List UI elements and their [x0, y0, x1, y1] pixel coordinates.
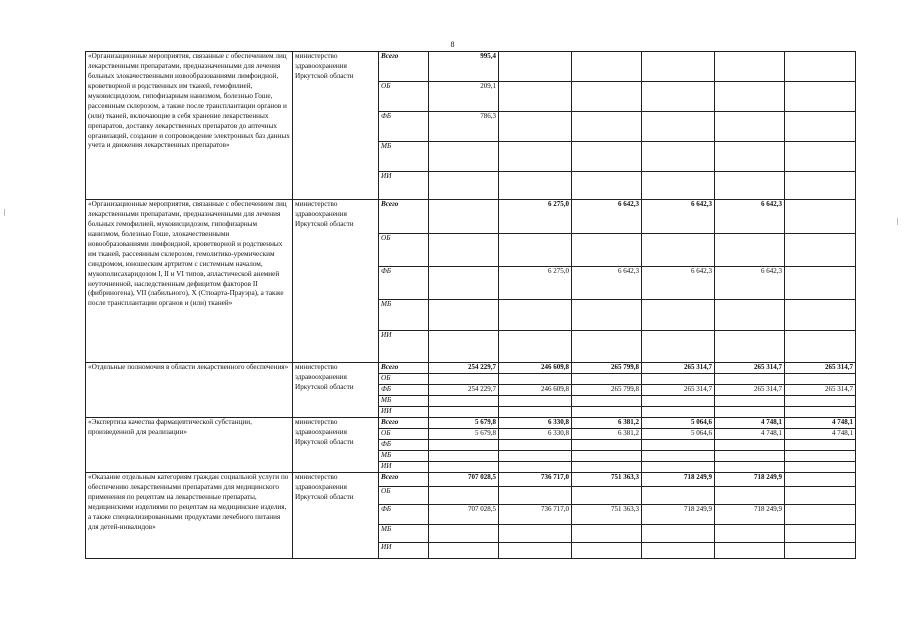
amount-cell: [715, 112, 785, 142]
amount-cell: [499, 142, 572, 172]
funding-source: ИИ: [379, 172, 429, 200]
amount-cell: [642, 234, 715, 267]
amount-cell: [785, 461, 856, 472]
measure-name: «Отдельные полномочия в области лекарственного обеспечения»: [86, 363, 293, 418]
amount-cell: [785, 52, 856, 82]
amount-cell: [499, 450, 572, 461]
amount-cell: [429, 461, 499, 472]
amount-cell: [499, 439, 572, 450]
amount-cell: 6 381,2: [572, 428, 642, 439]
amount-cell: [642, 374, 715, 385]
funding-source: ФБ: [379, 439, 429, 450]
funding-source: ИИ: [379, 461, 429, 472]
amount-cell: 4 748,1: [785, 428, 856, 439]
amount-cell: [642, 142, 715, 172]
funding-source: МБ: [379, 524, 429, 542]
amount-cell: [499, 172, 572, 200]
funding-source: ИИ: [379, 406, 429, 417]
funding-source: МБ: [379, 396, 429, 407]
amount-cell: 995,4: [429, 52, 499, 82]
amount-cell: [572, 331, 642, 363]
amount-cell: [715, 461, 785, 472]
amount-cell: 5 064,6: [642, 417, 715, 428]
amount-cell: 6 275,0: [499, 267, 572, 300]
responsible-executor: министерство здравоохранения Иркутской области: [293, 417, 379, 472]
funding-source: ОБ: [379, 428, 429, 439]
amount-cell: [499, 82, 572, 112]
amount-cell: [499, 331, 572, 363]
funding-source: МБ: [379, 300, 429, 331]
amount-cell: 4 748,1: [715, 417, 785, 428]
amount-cell: [429, 234, 499, 267]
amount-cell: [715, 406, 785, 417]
funding-source: ФБ: [379, 504, 429, 524]
amount-cell: 6 381,2: [572, 417, 642, 428]
funding-source: Всего: [379, 417, 429, 428]
amount-cell: [715, 486, 785, 504]
funding-source: ИИ: [379, 542, 429, 558]
amount-cell: 265 799,8: [572, 385, 642, 396]
amount-cell: [429, 406, 499, 417]
amount-cell: [785, 504, 856, 524]
amount-cell: [642, 82, 715, 112]
amount-cell: [499, 542, 572, 558]
amount-cell: [572, 374, 642, 385]
amount-cell: [499, 374, 572, 385]
amount-cell: [642, 331, 715, 363]
funding-source: ОБ: [379, 374, 429, 385]
amount-cell: [642, 542, 715, 558]
amount-cell: [499, 461, 572, 472]
amount-cell: [715, 52, 785, 82]
amount-cell: [642, 524, 715, 542]
amount-cell: [715, 172, 785, 200]
amount-cell: 246 609,8: [499, 385, 572, 396]
amount-cell: 209,1: [429, 82, 499, 112]
budget-table: [85, 51, 856, 559]
funding-source: Всего: [379, 472, 429, 486]
amount-cell: [715, 542, 785, 558]
amount-cell: [785, 472, 856, 486]
funding-source: ОБ: [379, 486, 429, 504]
amount-cell: [715, 396, 785, 407]
amount-cell: [785, 396, 856, 407]
amount-cell: [572, 142, 642, 172]
amount-cell: [429, 524, 499, 542]
amount-cell: [715, 450, 785, 461]
amount-cell: [429, 267, 499, 300]
amount-cell: [785, 300, 856, 331]
amount-cell: [642, 112, 715, 142]
amount-cell: 6 330,8: [499, 417, 572, 428]
amount-cell: [499, 234, 572, 267]
amount-cell: 265 314,7: [785, 385, 856, 396]
funding-source: Всего: [379, 200, 429, 234]
amount-cell: 751 363,3: [572, 504, 642, 524]
amount-cell: 5 679,8: [429, 417, 499, 428]
amount-cell: [499, 396, 572, 407]
funding-source: Всего: [379, 52, 429, 82]
amount-cell: 6 275,0: [499, 200, 572, 234]
funding-source: ОБ: [379, 82, 429, 112]
amount-cell: [785, 172, 856, 200]
amount-cell: [785, 267, 856, 300]
amount-cell: [642, 406, 715, 417]
table-row: [86, 200, 856, 234]
amount-cell: [572, 486, 642, 504]
amount-cell: [429, 542, 499, 558]
amount-cell: [785, 112, 856, 142]
funding-source: ОБ: [379, 234, 429, 267]
amount-cell: [499, 300, 572, 331]
amount-cell: [715, 300, 785, 331]
amount-cell: 265 314,7: [715, 363, 785, 374]
amount-cell: [715, 524, 785, 542]
amount-cell: [499, 112, 572, 142]
responsible-executor: министерство здравоохранения Иркутской области: [293, 200, 379, 363]
amount-cell: [715, 331, 785, 363]
amount-cell: [572, 172, 642, 200]
amount-cell: [785, 374, 856, 385]
amount-cell: [715, 234, 785, 267]
funding-source: МБ: [379, 142, 429, 172]
amount-cell: [785, 524, 856, 542]
amount-cell: [429, 396, 499, 407]
amount-cell: [642, 52, 715, 82]
amount-cell: 707 028,5: [429, 472, 499, 486]
amount-cell: [499, 52, 572, 82]
amount-cell: [715, 142, 785, 172]
amount-cell: [499, 486, 572, 504]
amount-cell: 6 642,3: [572, 200, 642, 234]
amount-cell: [572, 542, 642, 558]
funding-source: ФБ: [379, 267, 429, 300]
amount-cell: 707 028,5: [429, 504, 499, 524]
amount-cell: [499, 524, 572, 542]
amount-cell: [572, 439, 642, 450]
measure-name: «Организационные мероприятия, связанные с обеспечением лиц лекарственными препаратами, предназначенными для лечения больных злокачественными новообразованиями лимфоидной, кроветворной и родственных им тканей, гемофилией, муковисцидозом, гипофизарным нанизмом, болезнью Гоше, рассеянным склерозом, а также после трансплантации органов и (или) тканей, включающие в себя хранение лекарственных препаратов, доставку лекарственных препаратов до аптечных организаций, создание и сопровождение электронных баз данных учета и движения лекарственных препаратов»: [86, 52, 293, 200]
funding-source: ФБ: [379, 112, 429, 142]
amount-cell: [572, 52, 642, 82]
amount-cell: [642, 439, 715, 450]
amount-cell: 265 314,7: [642, 385, 715, 396]
amount-cell: [642, 486, 715, 504]
amount-cell: [785, 486, 856, 504]
funding-source: ФБ: [379, 385, 429, 396]
table-row: [86, 472, 856, 486]
amount-cell: [785, 439, 856, 450]
amount-cell: 718 249,9: [642, 504, 715, 524]
measure-name: «Экспертиза качества фармацевтической субстанции, произведенной для реализации»: [86, 417, 293, 472]
amount-cell: [785, 234, 856, 267]
amount-cell: [429, 300, 499, 331]
scan-margin-mark: [4, 209, 5, 216]
amount-cell: [715, 439, 785, 450]
amount-cell: [642, 450, 715, 461]
amount-cell: 265 314,7: [642, 363, 715, 374]
amount-cell: 4 748,1: [785, 417, 856, 428]
amount-cell: [499, 406, 572, 417]
amount-cell: [785, 200, 856, 234]
amount-cell: 6 642,3: [642, 267, 715, 300]
amount-cell: [642, 172, 715, 200]
table-row: [86, 52, 856, 82]
amount-cell: 246 609,8: [499, 363, 572, 374]
amount-cell: [785, 542, 856, 558]
amount-cell: [642, 461, 715, 472]
amount-cell: [715, 374, 785, 385]
responsible-executor: министерство здравоохранения Иркутской области: [293, 363, 379, 418]
amount-cell: [572, 461, 642, 472]
amount-cell: 718 249,9: [642, 472, 715, 486]
amount-cell: 4 748,1: [715, 428, 785, 439]
amount-cell: [429, 331, 499, 363]
amount-cell: [785, 331, 856, 363]
table-row: [86, 363, 856, 374]
scan-margin-mark: [897, 218, 898, 225]
amount-cell: [785, 406, 856, 417]
amount-cell: [429, 142, 499, 172]
amount-cell: 5 064,6: [642, 428, 715, 439]
amount-cell: [785, 82, 856, 112]
amount-cell: 736 717,0: [499, 472, 572, 486]
amount-cell: [785, 450, 856, 461]
amount-cell: [715, 82, 785, 112]
amount-cell: 6 642,3: [715, 200, 785, 234]
table-row: [86, 417, 856, 428]
amount-cell: 718 249,9: [715, 472, 785, 486]
amount-cell: [572, 396, 642, 407]
amount-cell: [572, 300, 642, 331]
amount-cell: 6 642,3: [642, 200, 715, 234]
amount-cell: [429, 439, 499, 450]
amount-cell: [572, 112, 642, 142]
funding-source: МБ: [379, 450, 429, 461]
amount-cell: [572, 234, 642, 267]
amount-cell: 751 363,3: [572, 472, 642, 486]
amount-cell: [429, 450, 499, 461]
amount-cell: 265 799,8: [572, 363, 642, 374]
amount-cell: [429, 200, 499, 234]
responsible-executor: министерство здравоохранения Иркутской области: [293, 52, 379, 200]
amount-cell: [642, 396, 715, 407]
responsible-executor: министерство здравоохранения Иркутской области: [293, 472, 379, 558]
funding-source: Всего: [379, 363, 429, 374]
amount-cell: 718 249,9: [715, 504, 785, 524]
amount-cell: [785, 142, 856, 172]
amount-cell: 265 314,7: [785, 363, 856, 374]
funding-source: ИИ: [379, 331, 429, 363]
page-number: 8: [450, 40, 455, 49]
amount-cell: 786,3: [429, 112, 499, 142]
amount-cell: [572, 450, 642, 461]
amount-cell: 6 642,3: [572, 267, 642, 300]
amount-cell: 736 717,0: [499, 504, 572, 524]
measure-name: «Организационные мероприятия, связанные с обеспечением лиц лекарственными препаратами, предназначенными для лечения больных гемофилией, муковисцидозом, гипофизарным нанизмом, болезнью Гоше, злокачественными новообразованиями лимфоидной, кроветворной и родственных им тканей, рассеянным склерозом, гемолитико-уремическим синдромом, юношеским артритом с системным началом, мукополисахаридозом I, II и VI типов, апластической анемией неуточненной, наследственным дефицитом факторов II (фибриногена), VII (лабильного), X (Стюарта-Прауэра), а также после трансплантации органов и (или) тканей»: [86, 200, 293, 363]
amount-cell: 254 229,7: [429, 385, 499, 396]
amount-cell: [642, 300, 715, 331]
amount-cell: 6 330,8: [499, 428, 572, 439]
measure-name: «Оказание отдельным категориям граждан социальной услуги по обеспечению лекарственными препаратами для медицинского применения по рецептам на лекарственные препараты, медицинскими изделиями по рецептам на медицинские изделия, а также специализированными продуктами лечебного питания для детей-инвалидов»: [86, 472, 293, 558]
amount-cell: [429, 172, 499, 200]
amount-cell: 265 314,7: [715, 385, 785, 396]
amount-cell: 254 229,7: [429, 363, 499, 374]
amount-cell: [572, 406, 642, 417]
amount-cell: [429, 374, 499, 385]
amount-cell: 5 679,8: [429, 428, 499, 439]
amount-cell: [572, 524, 642, 542]
amount-cell: [572, 82, 642, 112]
amount-cell: [429, 486, 499, 504]
amount-cell: 6 642,3: [715, 267, 785, 300]
